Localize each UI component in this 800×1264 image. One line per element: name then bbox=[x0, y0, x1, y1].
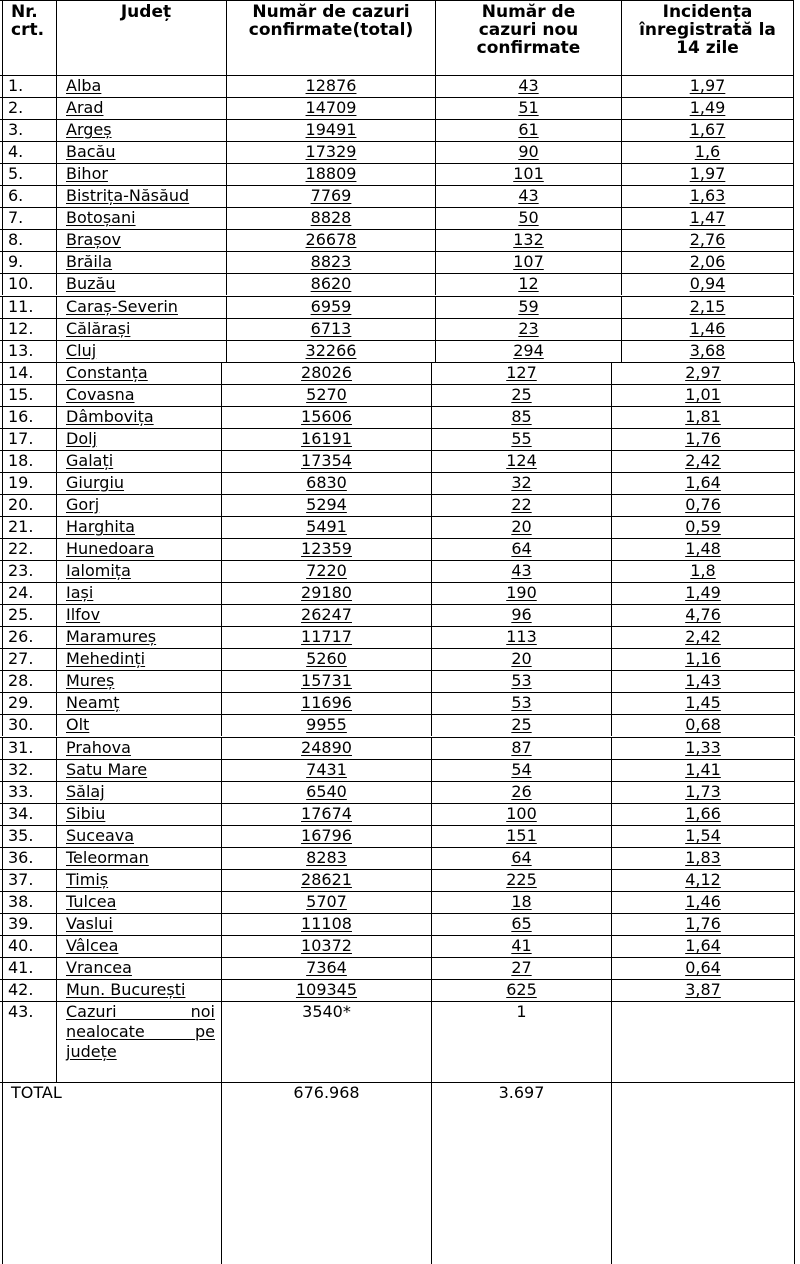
cell-nr: 11. bbox=[2, 297, 56, 318]
cell-noi: 107 bbox=[435, 252, 621, 273]
cell-nr: 38. bbox=[2, 892, 56, 913]
cell-nr: 36. bbox=[2, 848, 56, 869]
cell-judet: Caraș-Severin bbox=[56, 297, 226, 318]
table-row bbox=[0, 318, 794, 340]
cell-total: 6540 bbox=[221, 782, 431, 803]
table-row bbox=[0, 957, 795, 979]
cell-incidenta: 1,6 bbox=[621, 142, 794, 163]
cell-nr: 1. bbox=[2, 76, 56, 97]
cell-judet: Vaslui bbox=[56, 914, 221, 935]
cell-total: 7364 bbox=[221, 958, 431, 979]
cell-total: 7431 bbox=[221, 760, 431, 781]
table-row bbox=[0, 670, 795, 692]
cell-nr: 19. bbox=[2, 473, 56, 494]
cell-nr: 40. bbox=[2, 936, 56, 957]
table-row bbox=[0, 450, 795, 472]
cell-total: 28621 bbox=[221, 870, 431, 891]
cell-nr: 15. bbox=[2, 385, 56, 406]
cell-incidenta: 3,87 bbox=[611, 980, 795, 1001]
table-row bbox=[0, 494, 795, 516]
cell-judet: Mun. București bbox=[56, 980, 221, 1001]
cell-incidenta: 1,47 bbox=[621, 208, 794, 229]
cell-noi: 225 bbox=[431, 870, 611, 891]
cell-incidenta: 1,76 bbox=[611, 914, 795, 935]
cell-nr: 42. bbox=[2, 980, 56, 1001]
cell-total: 7220 bbox=[221, 561, 431, 582]
cell-nr: 25. bbox=[2, 605, 56, 626]
cell-total: 14709 bbox=[226, 98, 435, 119]
cell-judet: Bacău bbox=[56, 142, 226, 163]
cell-judet: Călărași bbox=[56, 319, 226, 340]
cell-noi: 85 bbox=[431, 407, 611, 428]
cell-noi: 294 bbox=[435, 341, 621, 362]
cell-incidenta: 1,8 bbox=[611, 561, 795, 582]
cell-nr: 7. bbox=[2, 208, 56, 229]
table-row bbox=[0, 119, 794, 141]
cell-total: 11717 bbox=[221, 627, 431, 648]
cell-judet: Vâlcea bbox=[56, 936, 221, 957]
cell-noi: 190 bbox=[431, 583, 611, 604]
cell-judet: Satu Mare bbox=[56, 760, 221, 781]
cell-incidenta: 1,49 bbox=[621, 98, 794, 119]
cell-incidenta: 1,83 bbox=[611, 848, 795, 869]
cell-judet: Mureș bbox=[56, 671, 221, 692]
cell-judet: Harghita bbox=[56, 517, 221, 538]
total-inc bbox=[611, 1083, 795, 1264]
cell-incidenta: 0,64 bbox=[611, 958, 795, 979]
cell-total: 9955 bbox=[221, 715, 431, 736]
cell-noi: 64 bbox=[431, 848, 611, 869]
header-total: Număr de cazuri confirmate(total) bbox=[226, 1, 435, 75]
cell-total: 11696 bbox=[221, 693, 431, 714]
cell-total: 18809 bbox=[226, 164, 435, 185]
cell-total: 24890 bbox=[221, 738, 431, 759]
cell-incidenta: 1,46 bbox=[621, 319, 794, 340]
table-row bbox=[0, 141, 794, 163]
cell-noi: 43 bbox=[435, 186, 621, 207]
cell-total: 8823 bbox=[226, 252, 435, 273]
cell-nr: 37. bbox=[2, 870, 56, 891]
cell-nr: 23. bbox=[2, 561, 56, 582]
cell-total: 6959 bbox=[226, 297, 435, 318]
table-row bbox=[0, 362, 795, 384]
cell-incidenta: 2,15 bbox=[621, 297, 794, 318]
header-incidenta: Incidența înregistrată la 14 zile bbox=[621, 1, 794, 75]
cell-total: 15731 bbox=[221, 671, 431, 692]
cell-judet: Sălaj bbox=[56, 782, 221, 803]
cell-nr: 27. bbox=[2, 649, 56, 670]
cell-total: 26247 bbox=[221, 605, 431, 626]
cell-nr: 4. bbox=[2, 142, 56, 163]
cell-nr: 20. bbox=[2, 495, 56, 516]
table-row bbox=[0, 1001, 795, 1082]
cell-total: 7769 bbox=[226, 186, 435, 207]
cell-judet: Covasna bbox=[56, 385, 221, 406]
cell-incidenta: 1,43 bbox=[611, 671, 795, 692]
table-row bbox=[0, 472, 795, 494]
cell-nr: 8. bbox=[2, 230, 56, 251]
cell-noi: 625 bbox=[431, 980, 611, 1001]
cell-nr: 39. bbox=[2, 914, 56, 935]
cell-total: 17329 bbox=[226, 142, 435, 163]
cell-noi: 124 bbox=[431, 451, 611, 472]
cell-noi: 25 bbox=[431, 715, 611, 736]
cell-total: 3540* bbox=[221, 1002, 431, 1082]
cell-total: 12876 bbox=[226, 76, 435, 97]
cell-judet: Cluj bbox=[56, 341, 226, 362]
cell-judet: Galați bbox=[56, 451, 221, 472]
cell-nr: 2. bbox=[2, 98, 56, 119]
table-row bbox=[0, 891, 795, 913]
cell-noi: 32 bbox=[431, 473, 611, 494]
cell-judet: Bistrița-Năsăud bbox=[56, 186, 226, 207]
table-row bbox=[0, 913, 795, 935]
cell-judet: Olt bbox=[56, 715, 221, 736]
cell-judet: Mehedinți bbox=[56, 649, 221, 670]
cell-nr: 9. bbox=[2, 252, 56, 273]
header-nr: Nr. crt. bbox=[2, 1, 56, 75]
cell-incidenta: 1,45 bbox=[611, 693, 795, 714]
cell-total: 12359 bbox=[221, 539, 431, 560]
cell-noi: 64 bbox=[431, 539, 611, 560]
cell-noi: 90 bbox=[435, 142, 621, 163]
cell-noi: 96 bbox=[431, 605, 611, 626]
cell-noi: 101 bbox=[435, 164, 621, 185]
cell-noi: 113 bbox=[431, 627, 611, 648]
cell-total: 17354 bbox=[221, 451, 431, 472]
cell-judet: Buzău bbox=[56, 274, 226, 295]
table-row bbox=[0, 737, 795, 759]
table-row bbox=[0, 560, 795, 582]
cell-incidenta: 1,33 bbox=[611, 738, 795, 759]
cell-total: 16191 bbox=[221, 429, 431, 450]
cell-judet: Dolj bbox=[56, 429, 221, 450]
table-row bbox=[0, 97, 794, 119]
cell-incidenta: 1,01 bbox=[611, 385, 795, 406]
cell-judet: Constanța bbox=[56, 363, 221, 384]
cell-noi: 127 bbox=[431, 363, 611, 384]
table-row bbox=[0, 648, 795, 670]
cell-total: 28026 bbox=[221, 363, 431, 384]
table-row bbox=[0, 626, 795, 648]
cell-nr: 21. bbox=[2, 517, 56, 538]
cell-noi: 151 bbox=[431, 826, 611, 847]
cell-nr: 43. bbox=[2, 1002, 56, 1082]
cell-total: 5707 bbox=[221, 892, 431, 913]
table-row bbox=[0, 692, 795, 714]
cell-incidenta: 1,16 bbox=[611, 649, 795, 670]
cell-noi: 12 bbox=[435, 274, 621, 295]
cell-incidenta: 3,68 bbox=[621, 341, 794, 362]
cell-nr: 16. bbox=[2, 407, 56, 428]
table-row bbox=[0, 582, 795, 604]
table-row bbox=[0, 384, 795, 406]
cell-incidenta: 1,67 bbox=[621, 120, 794, 141]
cell-incidenta bbox=[611, 1002, 795, 1082]
cell-total: 10372 bbox=[221, 936, 431, 957]
cell-nr: 13. bbox=[2, 341, 56, 362]
cell-judet: Teleorman bbox=[56, 848, 221, 869]
cell-noi: 100 bbox=[431, 804, 611, 825]
cell-nr: 35. bbox=[2, 826, 56, 847]
cell-judet: Argeș bbox=[56, 120, 226, 141]
table-header bbox=[0, 0, 794, 75]
cell-noi: 41 bbox=[431, 936, 611, 957]
cell-judet: Suceava bbox=[56, 826, 221, 847]
cell-incidenta: 1,63 bbox=[621, 186, 794, 207]
table-row bbox=[0, 759, 795, 781]
table-row bbox=[0, 428, 795, 450]
cell-incidenta: 2,42 bbox=[611, 451, 795, 472]
cell-judet: Timiș bbox=[56, 870, 221, 891]
table-row bbox=[0, 847, 795, 869]
table-row bbox=[0, 75, 794, 97]
cell-incidenta: 1,73 bbox=[611, 782, 795, 803]
cell-noi: 22 bbox=[431, 495, 611, 516]
cell-total: 19491 bbox=[226, 120, 435, 141]
cell-noi: 27 bbox=[431, 958, 611, 979]
cell-judet: Brăila bbox=[56, 252, 226, 273]
cell-incidenta: 1,49 bbox=[611, 583, 795, 604]
cell-incidenta: 1,46 bbox=[611, 892, 795, 913]
cell-nr: 18. bbox=[2, 451, 56, 472]
table-row bbox=[0, 273, 794, 295]
cell-total: 5260 bbox=[221, 649, 431, 670]
cell-nr: 30. bbox=[2, 715, 56, 736]
cell-incidenta: 1,97 bbox=[621, 164, 794, 185]
cell-incidenta: 4,12 bbox=[611, 870, 795, 891]
cell-noi: 51 bbox=[435, 98, 621, 119]
cell-noi: 20 bbox=[431, 517, 611, 538]
cell-judet: Arad bbox=[56, 98, 226, 119]
cell-judet: Bihor bbox=[56, 164, 226, 185]
table-row bbox=[0, 251, 794, 273]
cell-nr: 28. bbox=[2, 671, 56, 692]
cell-incidenta: 0,94 bbox=[621, 274, 794, 295]
cell-judet: Iași bbox=[56, 583, 221, 604]
cell-judet: Botoșani bbox=[56, 208, 226, 229]
cell-nr: 12. bbox=[2, 319, 56, 340]
cell-total: 26678 bbox=[226, 230, 435, 251]
cell-nr: 5. bbox=[2, 164, 56, 185]
cell-incidenta: 2,76 bbox=[621, 230, 794, 251]
cell-total: 6830 bbox=[221, 473, 431, 494]
cell-nr: 3. bbox=[2, 120, 56, 141]
cell-total: 109345 bbox=[221, 980, 431, 1001]
cell-incidenta: 4,76 bbox=[611, 605, 795, 626]
cell-incidenta: 1,81 bbox=[611, 407, 795, 428]
cell-total: 5270 bbox=[221, 385, 431, 406]
cell-incidenta: 2,42 bbox=[611, 627, 795, 648]
cell-judet: Vrancea bbox=[56, 958, 221, 979]
cell-judet: Ilfov bbox=[56, 605, 221, 626]
cell-judet: Dâmbovița bbox=[56, 407, 221, 428]
cell-nr: 32. bbox=[2, 760, 56, 781]
cell-total: 8828 bbox=[226, 208, 435, 229]
table-row bbox=[0, 714, 795, 736]
cell-judet: Brașov bbox=[56, 230, 226, 251]
cell-noi: 43 bbox=[435, 76, 621, 97]
cell-noi: 43 bbox=[431, 561, 611, 582]
cell-noi: 25 bbox=[431, 385, 611, 406]
cell-noi: 50 bbox=[435, 208, 621, 229]
cell-nr: 17. bbox=[2, 429, 56, 450]
table-row bbox=[0, 406, 795, 428]
cell-total: 15606 bbox=[221, 407, 431, 428]
table-row bbox=[0, 296, 794, 318]
cell-total: 16796 bbox=[221, 826, 431, 847]
table-row bbox=[0, 185, 794, 207]
cell-nr: 24. bbox=[2, 583, 56, 604]
table-row bbox=[0, 869, 795, 891]
cell-total: 8620 bbox=[226, 274, 435, 295]
cell-incidenta: 0,76 bbox=[611, 495, 795, 516]
table-row bbox=[0, 163, 794, 185]
cell-judet: Alba bbox=[56, 76, 226, 97]
cell-incidenta: 1,76 bbox=[611, 429, 795, 450]
cell-nr: 14. bbox=[2, 363, 56, 384]
cell-noi: 1 bbox=[431, 1002, 611, 1082]
table-row bbox=[0, 604, 795, 626]
cell-judet: Hunedoara bbox=[56, 539, 221, 560]
cell-incidenta: 0,68 bbox=[611, 715, 795, 736]
cell-total: 32266 bbox=[226, 341, 435, 362]
cell-noi: 55 bbox=[431, 429, 611, 450]
table-row bbox=[0, 340, 794, 362]
table-row bbox=[0, 229, 794, 251]
cell-nr: 10. bbox=[2, 274, 56, 295]
cell-incidenta: 1,66 bbox=[611, 804, 795, 825]
table-row bbox=[0, 935, 795, 957]
cell-total: 5294 bbox=[221, 495, 431, 516]
cell-noi: 59 bbox=[435, 297, 621, 318]
table-row bbox=[0, 538, 795, 560]
cell-incidenta: 2,97 bbox=[611, 363, 795, 384]
cell-judet: Tulcea bbox=[56, 892, 221, 913]
table-row bbox=[0, 825, 795, 847]
cell-nr: 33. bbox=[2, 782, 56, 803]
cell-incidenta: 1,64 bbox=[611, 473, 795, 494]
cell-total: 17674 bbox=[221, 804, 431, 825]
cell-noi: 53 bbox=[431, 671, 611, 692]
cell-total: 6713 bbox=[226, 319, 435, 340]
total-total: 676.968 bbox=[221, 1083, 431, 1264]
cell-noi: 18 bbox=[431, 892, 611, 913]
table-row bbox=[0, 803, 795, 825]
header-noi: Număr de cazuri nou confirmate bbox=[435, 1, 621, 75]
cell-incidenta: 1,64 bbox=[611, 936, 795, 957]
cell-nr: 29. bbox=[2, 693, 56, 714]
cell-judet: Giurgiu bbox=[56, 473, 221, 494]
cell-incidenta: 1,54 bbox=[611, 826, 795, 847]
cell-noi: 20 bbox=[431, 649, 611, 670]
cell-judet: Ialomița bbox=[56, 561, 221, 582]
cell-total: 29180 bbox=[221, 583, 431, 604]
total-noi: 3.697 bbox=[431, 1083, 611, 1264]
cell-noi: 132 bbox=[435, 230, 621, 251]
cell-noi: 53 bbox=[431, 693, 611, 714]
cell-nr: 22. bbox=[2, 539, 56, 560]
cell-noi: 87 bbox=[431, 738, 611, 759]
cell-noi: 65 bbox=[431, 914, 611, 935]
cell-noi: 23 bbox=[435, 319, 621, 340]
cell-incidenta: 0,59 bbox=[611, 517, 795, 538]
cell-total: 11108 bbox=[221, 914, 431, 935]
cell-incidenta: 1,48 bbox=[611, 539, 795, 560]
cell-judet: Maramureș bbox=[56, 627, 221, 648]
cell-judet: Cazuri noi nealocate pe județe bbox=[56, 1002, 221, 1082]
total-label: TOTAL bbox=[2, 1083, 221, 1264]
cell-judet: Prahova bbox=[56, 738, 221, 759]
cell-incidenta: 1,41 bbox=[611, 760, 795, 781]
table-row bbox=[0, 781, 795, 803]
cell-judet: Gorj bbox=[56, 495, 221, 516]
cell-incidenta: 2,06 bbox=[621, 252, 794, 273]
table-row bbox=[0, 979, 795, 1001]
table-row bbox=[0, 516, 795, 538]
cell-nr: 41. bbox=[2, 958, 56, 979]
cell-judet: Sibiu bbox=[56, 804, 221, 825]
cell-incidenta: 1,97 bbox=[621, 76, 794, 97]
header-judet: Județ bbox=[56, 1, 226, 75]
cell-nr: 34. bbox=[2, 804, 56, 825]
cell-nr: 26. bbox=[2, 627, 56, 648]
cell-nr: 6. bbox=[2, 186, 56, 207]
cell-noi: 61 bbox=[435, 120, 621, 141]
cell-total: 8283 bbox=[221, 848, 431, 869]
cell-total: 5491 bbox=[221, 517, 431, 538]
cell-noi: 26 bbox=[431, 782, 611, 803]
cell-noi: 54 bbox=[431, 760, 611, 781]
total-row bbox=[0, 1082, 795, 1264]
cell-nr: 31. bbox=[2, 738, 56, 759]
cell-judet: Neamț bbox=[56, 693, 221, 714]
table-row bbox=[0, 207, 794, 229]
